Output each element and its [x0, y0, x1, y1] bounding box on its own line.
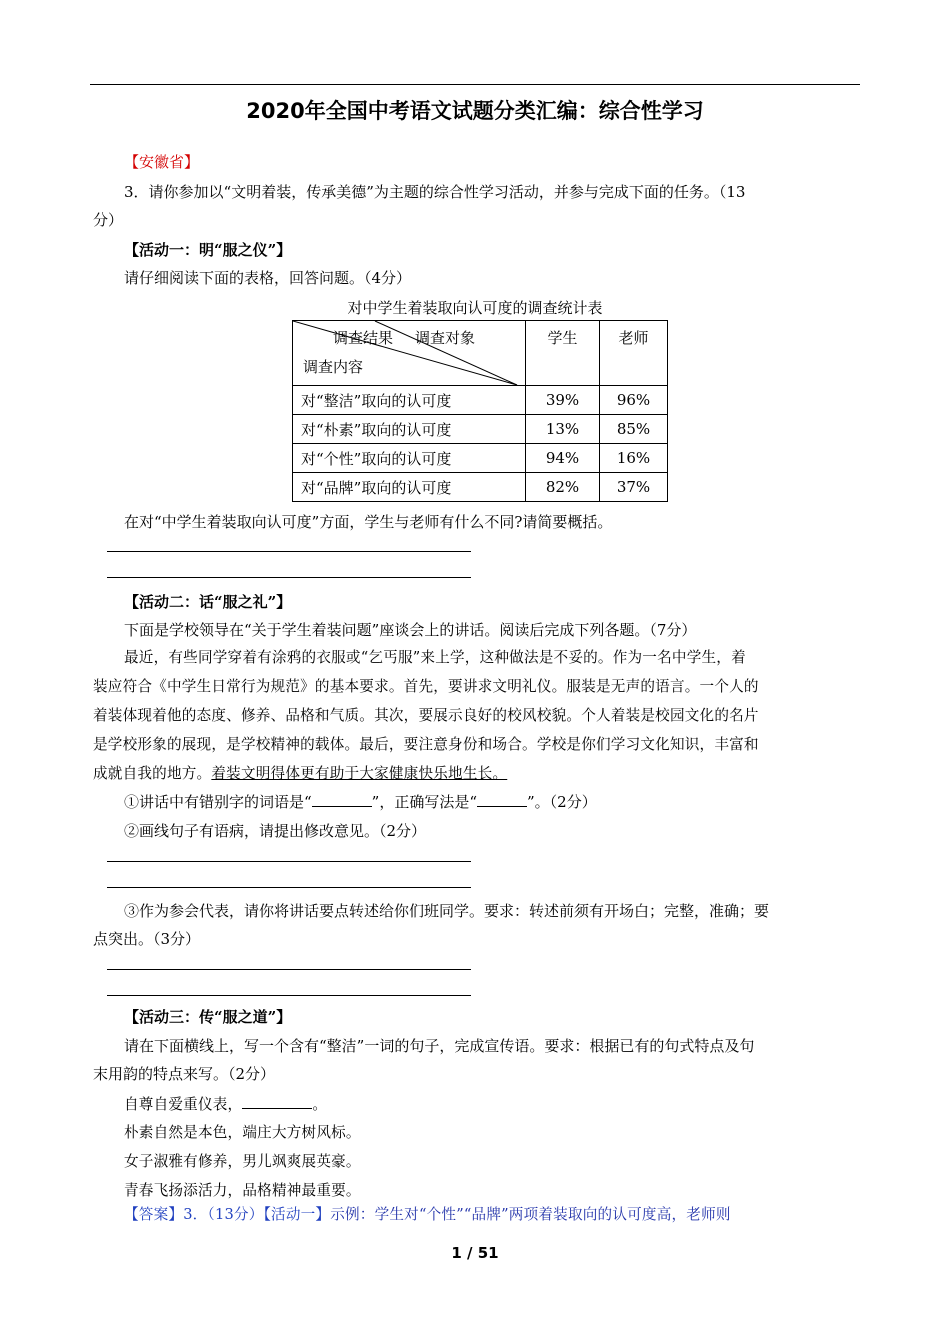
sub-question-3-line-2: 点突出。（3分）: [93, 930, 201, 948]
page-title: 2020年全国中考语文试题分类汇编：综合性学习: [246, 99, 704, 123]
blank-correct-word[interactable]: [477, 792, 527, 807]
col-teacher-header: 老师: [600, 321, 668, 386]
answer-activity: 【活动一】: [263, 1206, 331, 1223]
activity-3-instruction-2: 末用韵的特点来写。（2分）: [93, 1065, 276, 1083]
student-value: 39%: [526, 386, 600, 415]
activity-1-instruction: 请仔细阅读下面的表格，回答问题。（4分）: [124, 269, 412, 287]
answer-label: 【答案】: [124, 1206, 184, 1223]
sub-question-1: [124, 792, 858, 812]
blank-wrong-word[interactable]: [312, 792, 372, 807]
answer-line[interactable]: [107, 887, 471, 888]
student-value: 82%: [526, 473, 600, 502]
province-label: 【安徽省】: [124, 153, 200, 171]
answer-number: 3．（13分）: [183, 1206, 264, 1223]
teacher-value: 16%: [600, 444, 668, 473]
diag-result-label: 调查结果: [333, 329, 394, 347]
answer-line[interactable]: [107, 577, 471, 578]
table-row: [293, 386, 668, 415]
sub-question-2: ②画线句子有语病，请提出修改意见。（2分）: [124, 822, 427, 840]
teacher-value: 85%: [600, 415, 668, 444]
table-header-row: [293, 321, 668, 386]
row-label: 对“朴素”取向的认可度: [293, 415, 526, 444]
page-number: 1 / 51: [451, 1244, 499, 1262]
q1-text-c: ”。（2分）: [527, 793, 597, 811]
underlined-sentence: 着装文明得体更有助于大家健康快乐地生长。: [211, 765, 508, 782]
speech-line-5: [93, 764, 858, 784]
diag-content-label: 调查内容: [303, 358, 364, 376]
answer-line-text: [124, 1205, 858, 1225]
table-row: [293, 473, 668, 502]
row-label: 对“整洁”取向的认可度: [293, 386, 526, 415]
activity-1-heading: 【活动一：明“服之仪”】: [124, 241, 292, 259]
student-value: 94%: [526, 444, 600, 473]
speech-line-1: 最近，有些同学穿着有涂鸦的衣服或“乞丐服”来上学，这种做法是不妥的。作为一名中学生，着: [124, 649, 746, 666]
teacher-value: 37%: [600, 473, 668, 502]
activity-2-instruction: 下面是学校领导在“关于学生着装问题”座谈会上的讲话。阅读后完成下列各题。（7分）: [124, 621, 697, 639]
question-3-line-2: 分）: [93, 211, 124, 229]
slogan-1-end: 。: [312, 1096, 328, 1113]
table-row: [293, 444, 668, 473]
activity-3-heading: 【活动三：传“服之道”】: [124, 1008, 292, 1026]
slogan-blank[interactable]: [242, 1094, 312, 1109]
slogan-line-4: 青春飞扬添活力，品格精神最重要。: [124, 1182, 361, 1199]
sub-question-3-line-1: ③作为参会代表，请你将讲话要点转述给你们班同学。要求：转述前须有开场白；完整，准确；要: [124, 902, 770, 920]
speech-line-3: 着装体现着他的态度、修养、品格和气质。其次，要展示良好的校风校貌。个人着装是校园文化的名片: [93, 707, 759, 724]
question-3-line-1: 3．请你参加以“文明着装，传承美德”为主题的综合性学习活动，并参与完成下面的任务。（13: [124, 183, 746, 201]
speech-last-plain: 成就自我的地方。: [93, 765, 212, 782]
answer-line[interactable]: [107, 861, 471, 862]
activity-1-question: 在对“中学生着装取向认可度”方面，学生与老师有什么不同?请简要概括。: [124, 513, 613, 531]
table-row: [293, 415, 668, 444]
header-rule: [90, 84, 860, 85]
survey-table: [292, 320, 668, 502]
slogan-line-1: [124, 1094, 858, 1115]
speech-line-4: 是学校形象的展现，是学校精神的载体。最后，要注意身份和场合。学校是你们学习文化知识，丰富和: [93, 736, 759, 753]
student-value: 13%: [526, 415, 600, 444]
speech-line-2: 装应符合《中学生日常行为规范》的基本要求。首先，要讲求文明礼仪。服装是无声的语言。一个人的: [93, 678, 759, 695]
answer-line[interactable]: [107, 969, 471, 970]
row-label: 对“品牌”取向的认可度: [293, 473, 526, 502]
activity-2-heading: 【活动二：话“服之礼”】: [124, 593, 292, 611]
answer-text: 示例：学生对“个性”“品牌”两项着装取向的认可度高，老师则: [330, 1206, 731, 1223]
activity-3-instruction-1: 请在下面横线上，写一个含有“整洁”一词的句子，完成宣传语。要求：根据已有的句式特点及句: [124, 1037, 755, 1055]
row-label: 对“个性”取向的认可度: [293, 444, 526, 473]
table-caption: 对中学生着装取向认可度的调查统计表: [347, 299, 603, 317]
diag-object-label: 调查对象: [415, 329, 476, 347]
q1-text-a: ①讲话中有错别字的词语是“: [124, 793, 312, 811]
slogan-line-3: 女子淑雅有修养，男儿飒爽展英豪。: [124, 1153, 361, 1170]
col-student-header: 学生: [526, 321, 600, 386]
slogan-line-2: 朴素自然是本色，端庄大方树风标。: [124, 1124, 361, 1141]
answer-line[interactable]: [107, 995, 471, 996]
teacher-value: 96%: [600, 386, 668, 415]
answer-line[interactable]: [107, 551, 471, 552]
diagonal-header-cell: [293, 321, 526, 386]
slogan-1-text: 自尊自爱重仪表，: [124, 1096, 243, 1113]
q1-text-b: ”，正确写法是“: [371, 793, 478, 811]
